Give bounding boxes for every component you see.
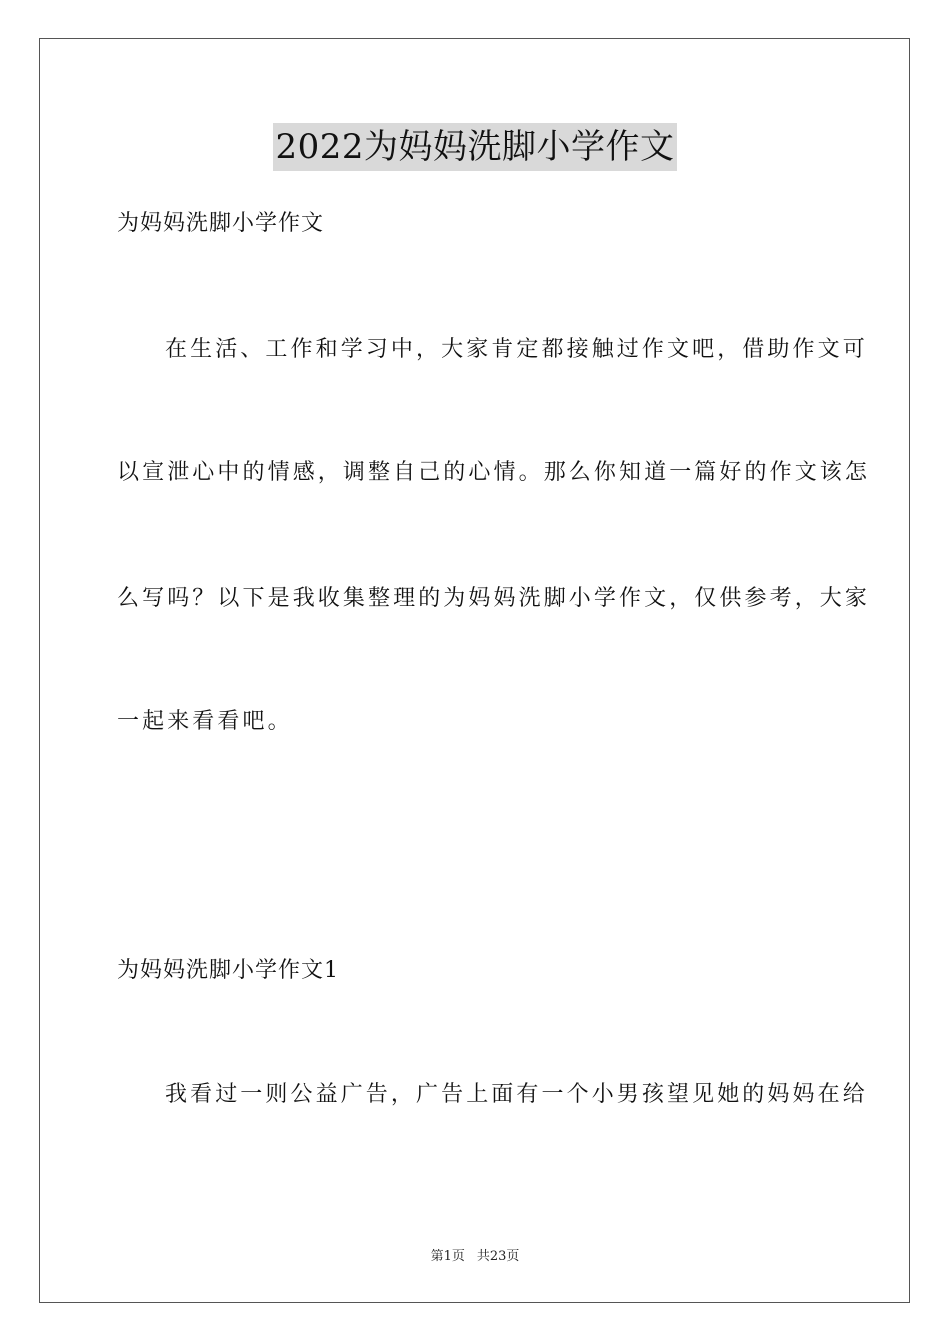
document-subtitle: 为妈妈洗脚小学作文 (117, 211, 325, 236)
title-container (0, 123, 950, 171)
intro-line-1: 在生活、工作和学习中，大家肯定都接触过作文吧，借助作文可 (165, 337, 868, 362)
body-line-1: 我看过一则公益广告，广告上面有一个小男孩望见她的妈妈在给 (165, 1082, 868, 1107)
intro-line-2: 以宣泄心中的情感，调整自己的心情。那么你知道一篇好的作文该怎 (117, 460, 871, 485)
document-title: 2022为妈妈洗脚小学作文 (273, 123, 676, 171)
intro-line-3: 么写吗？以下是我收集整理的为妈妈洗脚小学作文，仅供参考，大家 (117, 586, 871, 611)
page-footer (0, 1248, 950, 1266)
page-number-current: 第1页 (430, 1249, 465, 1264)
intro-line-4: 一起来看看吧。 (117, 709, 293, 734)
page-number-total: 共23页 (476, 1249, 520, 1264)
section-heading: 为妈妈洗脚小学作文1 (117, 958, 339, 983)
